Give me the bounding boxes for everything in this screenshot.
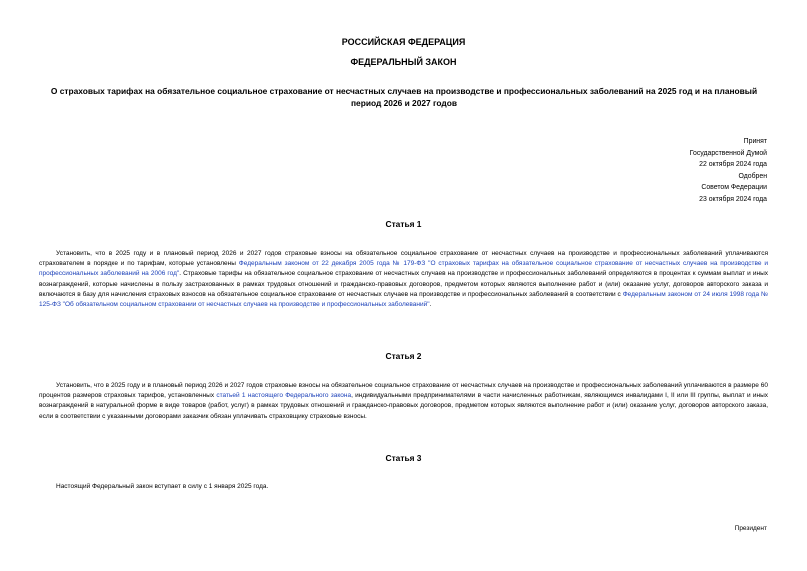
adoption-line: 22 октября 2024 года (699, 161, 767, 168)
approval-line: 23 октября 2024 года (699, 195, 767, 203)
adoption-line: Принят (743, 138, 767, 145)
article-2-text (39, 381, 768, 422)
article-1-text (39, 249, 768, 310)
article-1-heading: Статья 1 (385, 219, 422, 229)
law-179-fz-link[interactable]: Федеральным законом от 22 декабря 2005 года № 179-ФЗ "О страховых тарифах на обязательное социальное страхование от несчастных случаев на производстве и профессиональных заболеваний на 2006 год" (39, 260, 768, 278)
text-span: Установить, что в 2025 году и в плановый период 2026 и 2027 годов страховые взносы на обязательное социальное страхование от несчастных случаев на производстве и профессиональных заболеваний уплачиваются страхователем в порядке и по тарифам, которые установлены (39, 250, 768, 268)
law-title: О страховых тарифах на обязательное социальное страхование от несчастных случаев на производстве и профессиональных заболеваний на 2025 год и на плановый период 2026 и 2027 годов (50, 86, 758, 108)
president-signature-label: Президент (734, 525, 767, 532)
country-heading: РОССИЙСКАЯ ФЕДЕРАЦИЯ (341, 37, 466, 47)
text-span: Установить, что в 2025 году и в плановый период 2026 и 2027 годов страховые взносы на обязательное социальное страхование от несчастных случаев на производстве и профессиональных заболеваний уплачиваются в размере 60 процентов размеров страховых тарифов, установленных (39, 382, 768, 400)
approval-line: Одобрен (738, 172, 767, 180)
law-type-heading: ФЕДЕРАЛЬНЫЙ ЗАКОН (350, 57, 457, 67)
adoption-line: Государственной Думой (689, 149, 767, 157)
law-125-fz-link[interactable]: Федеральным законом от 24 июля 1998 года № 125-ФЗ "Об обязательном социальном страховании от несчастных случаев на производстве и профессиональных заболеваний" (39, 290, 768, 309)
adoption-block (567, 136, 767, 205)
approval-line: Советом Федерации (701, 184, 767, 191)
text-span: . Страховые тарифы на обязательное социальное страхование от несчастных случаев на производстве и профессиональных заболеваний определяются в процентах к суммам выплат и иных вознаграждений, которые начислены в пользу застрахованных в рамках трудовых отношений и гражданско-правовых договоров, предметом которых являются выполнение работ и (или) оказание услуг, договоров авторского заказа и включаются в базу для начисления страховых взносов на обязательное социальное страхование от несчастных случаев на производстве и профессиональных заболеваний в соответствии с (39, 270, 769, 298)
text-span: . (429, 301, 432, 309)
article-3-text: Настоящий Федеральный закон вступает в силу с 1 января 2025 года. (56, 483, 269, 490)
article-1-link[interactable]: статьей 1 настоящего Федерального закона (216, 392, 352, 400)
text-span: , индивидуальными предпринимателями в части начисленных работникам, являющимся инвалидами I, II или III группы, выплат и иных вознаграждений в натуральной форме в виде товаров (работ, услуг) в рамках трудовых отношений и гражданско-правовых договоров, предметом которых являются выполнение работ и (или) оказание услуг, договоров авторского заказа, если в соответствии с указанными договорами заказчик обязан уплачивать страховщику страховые взносы. (39, 392, 768, 420)
article-2-heading: Статья 2 (385, 351, 422, 361)
article-3-heading: Статья 3 (385, 453, 422, 463)
